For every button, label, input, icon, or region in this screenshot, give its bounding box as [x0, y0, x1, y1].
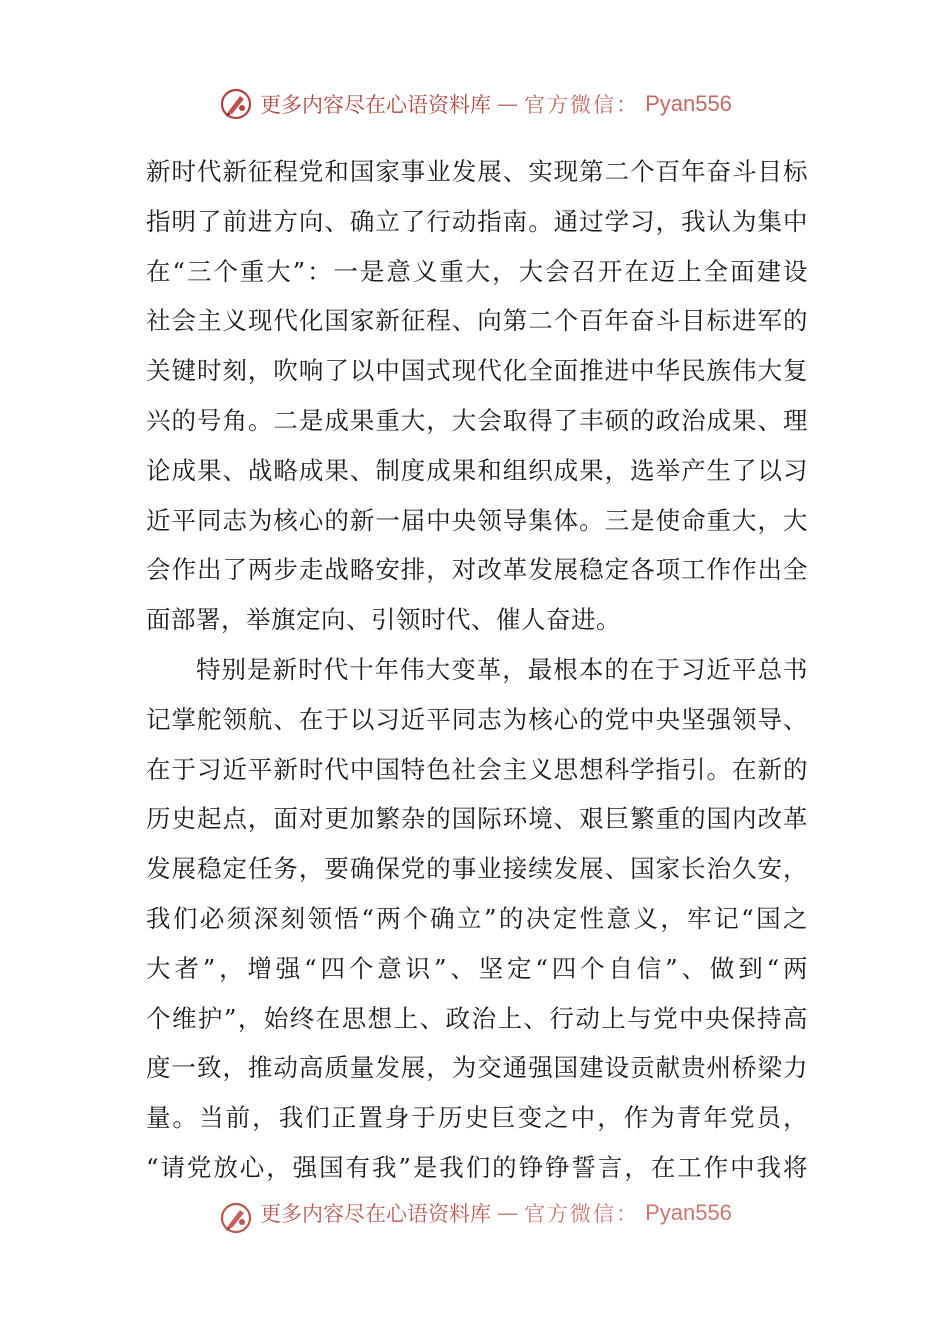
- text-line-paragraph-start: 特别是新时代十年伟大变革，最根本的在于习近平总书: [196, 654, 808, 684]
- footer-banner-separator: —: [497, 1201, 519, 1225]
- text-line: 量。当前，我们正置身于历史巨变之中，作为青年党员，: [146, 1103, 808, 1133]
- text-line: 近平同志为核心的新一届中央领导集体。三是使命重大，大: [146, 505, 808, 535]
- header-banner-wechat-label: 官方微信：: [524, 93, 640, 117]
- text-line: “请党放心，强国有我”是我们的铮铮誓言，在工作中我将: [146, 1152, 808, 1182]
- header-watermark-banner: [0, 82, 950, 126]
- text-line: 我们必须深刻领悟“两个确立”的决定性意义，牢记“国之: [146, 903, 808, 933]
- text-line: 会作出了两步走战略安排，对改革发展稳定各项工作作出全: [146, 555, 808, 585]
- text-line: 论成果、战略成果、制度成果和组织成果，选举产生了以习: [146, 455, 808, 485]
- footer-banner-wechat-id: Pyan556: [645, 1200, 732, 1225]
- text-line: 面部署，举旗定向、引领时代、催人奋进。: [146, 605, 621, 635]
- text-line: 个维护”，始终在思想上、政治上、行动上与党中央保持高: [146, 1003, 808, 1033]
- footer-banner-wechat-label: 官方微信：: [524, 1202, 640, 1226]
- header-banner-title: 更多内容尽在心语资料库: [260, 93, 492, 117]
- pen-logo-icon: [218, 1200, 254, 1236]
- footer-banner-title: 更多内容尽在心语资料库: [260, 1202, 492, 1226]
- text-line: 度一致，推动高质量发展，为交通强国建设贡献贵州桥梁力: [146, 1053, 808, 1083]
- text-line: 记掌舵领航、在于以习近平同志为核心的党中央坚强领导、: [146, 704, 808, 734]
- header-banner-wechat-id: Pyan556: [645, 91, 732, 116]
- text-line: 历史起点，面对更加繁杂的国际环境、艰巨繁重的国内改革: [146, 804, 808, 834]
- pen-logo-icon: [218, 86, 254, 122]
- text-line: 在“三个重大”：一是意义重大，大会召开在迈上全面建设: [146, 256, 808, 286]
- text-line: 关键时刻，吹响了以中国式现代化全面推进中华民族伟大复: [146, 356, 808, 386]
- footer-watermark-banner: [0, 1200, 950, 1244]
- text-line: 社会主义现代化国家新征程、向第二个百年奋斗目标进军的: [146, 306, 808, 336]
- document-body: [146, 147, 808, 1193]
- text-line: 发展稳定任务，要确保党的事业接续发展、国家长治久安，: [146, 854, 808, 884]
- text-line: 新时代新征程党和国家事业发展、实现第二个百年奋斗目标: [146, 157, 808, 186]
- header-banner-separator: —: [497, 92, 519, 116]
- text-line: 在于习近平新时代中国特色社会主义思想科学指引。在新的: [146, 754, 808, 784]
- text-line: 大者”，增强“四个意识”、坚定“四个自信”、做到“两: [146, 953, 808, 983]
- text-line: 兴的号角。二是成果重大，大会取得了丰硕的政治成果、理: [146, 405, 808, 435]
- text-line: 指明了前进方向、确立了行动指南。通过学习，我认为集中: [146, 206, 808, 236]
